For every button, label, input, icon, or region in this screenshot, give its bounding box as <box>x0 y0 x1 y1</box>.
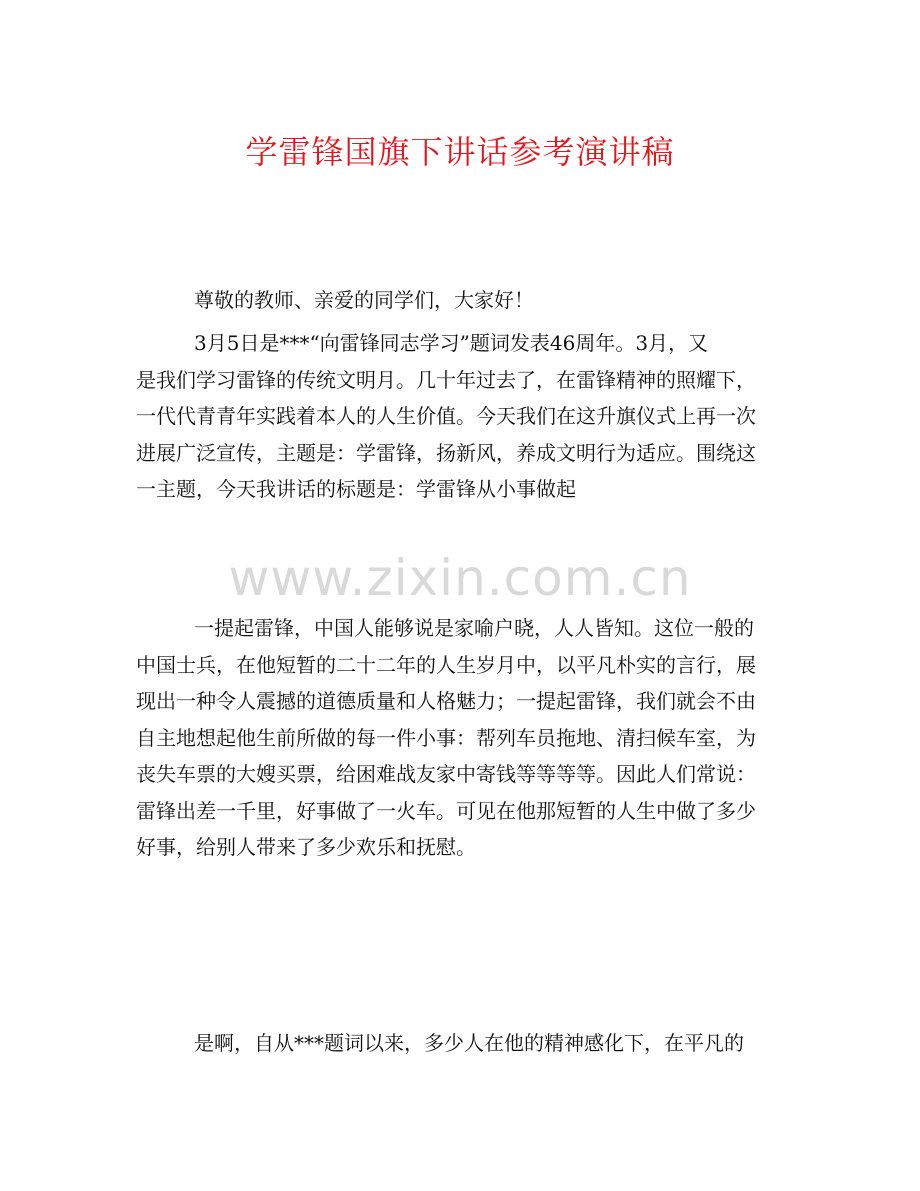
paragraph-last <box>136 1025 786 1062</box>
paragraph-text: 3月5日是***“向雷锋同志学习”题词发表46周年。3月，又 是我们学习雷锋的传统文明月。几十年过去了，在雷锋精神的照耀下， 一代代青青年实践着本人的人生价值。今天我们在这升旗仪式上再一次 进展广泛宣传，主题是：学雷锋，扬新风，养成文明行为适应。围绕这 一主题，今天我讲话的标题是：学雷锋从小事做起 <box>136 331 756 501</box>
paragraph-story <box>136 610 786 866</box>
paragraph-text: 是啊，自从***题词以来，多少人在他的精神感化下，在平凡的 <box>194 1031 744 1055</box>
paragraph-intro <box>136 325 786 508</box>
watermark: www.zixin.com.cn <box>228 549 692 607</box>
paragraph-text: 尊敬的教师、亲爱的同学们，大家好！ <box>194 288 534 312</box>
paragraph-text: 一提起雷锋，中国人能够说是家喻户晓，人人皆知。这位一般的 中国士兵，在他短暂的二十二年的人生岁月中，以平凡朴实的言行，展 现出一种令人震撼的道德质量和人格魅力；一提起雷锋，我们就会不由 自主地想起他生前所做的每一件小事：帮列车员拖地、清扫候车室，为 丧失车票的大嫂买票，给困难战友家中寄钱等等等等。因此人们常说： 雷锋出差一千里，好事做了一火车。可见在他那短暂的人生中做了多少 好事，给别人带来了多少欢乐和抚慰。 <box>136 616 756 859</box>
paragraph-greeting <box>136 282 786 319</box>
document-title: 学雷锋国旗下讲话参考演讲稿 <box>245 133 675 171</box>
